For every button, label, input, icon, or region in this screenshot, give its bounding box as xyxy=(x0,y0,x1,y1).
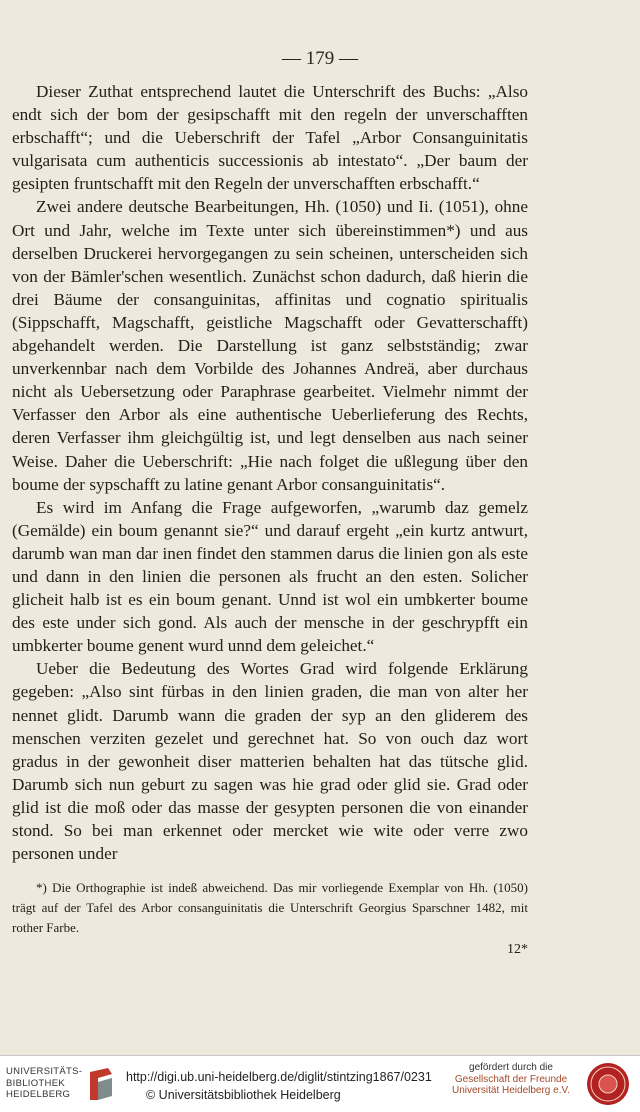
library-name-line: UNIVERSITÄTS- xyxy=(6,1066,83,1077)
signature-mark: 12* xyxy=(507,942,528,957)
body-text xyxy=(12,80,528,865)
footnote: *) Die Orthographie ist indeß abweichend. Das mir vorliegende Exemplar von Hh. (1050) trägt auf der Tafel des Arbor consanguinitatis die Unterschrift Georgius Sparschner 1482, mit rother Farbe. xyxy=(12,880,528,935)
library-name-line: BIBLIOTHEK xyxy=(6,1077,65,1089)
funder-line: Gesellschaft der Freunde xyxy=(454,1073,568,1085)
library-name-line: HEIDELBERG xyxy=(6,1089,71,1100)
paragraph: Es wird im Anfang die Frage aufgeworfen, „warumb daz gemelz (Gemälde) ein boum genannt sie?“ und darauf ergeht „ein kurtz antwurt, darumb wan man dar inen findet den stammen darus die linien gon als este und dann in den linien die personen als frucht an den esten. Solicher glicheit halb ist es ein boum genant. Unnd ist wol ein umbkerter boume des este under sich gond. Als auch der mensche in der geschrypfft ein umbkerter boume genent wurd unnd dem geleichet.“ xyxy=(12,497,528,656)
paragraph: Dieser Zuthat entsprechend lautet die Unterschrift des Buchs: „Also endt sich der bom der gesipschafft mit den regeln der unverschafften erbschafft“; und die Ueberschrift der Tafel „Arbor Consanguinitatis vulgarisata cum authenticis successionis ab intestato“. „Der baum der gesipten fruntschafft mit den Regeln der unverschafften erbschafft.“ xyxy=(12,82,528,194)
library-emblem-icon xyxy=(86,1064,116,1104)
viewer-footer xyxy=(0,1055,640,1112)
funder-credit xyxy=(446,1062,576,1097)
paragraph: Zwei andere deutsche Bearbeitungen, Hh. (1050) und Ii. (1051), ohne Ort und Jahr, welche im Texte unter sich übereinstimmen*) und aus derselben Druckerei hervorgegangen zu sein scheinen, unterscheiden sich von der Bämler'schen wesentlich. Zunächst schon dadurch, daß hierin die drei Bäume der consanguinitas, affinitas und cognatio spiritualis (Sippschafft, Magschafft, geistliche Magschafft oder Gevatterschafft) abgehandelt werden. Die Darstellung ist ganz selbstständig; zwar unverkennbar nach dem Vorbilde des Johannes Andreä, aber durchaus nicht als Uebersetzung oder Paraphrase gearbeitet. Vielmehr nimmt der Verfasser den Arbor als eine authentische Ueberlieferung des Rechts, deren Verfasser ihm gleichgültig ist, und legt denselben aus nach seiner Weise. Daher die Ueberschrift: „Hie nach folget die ußlegung über den boume der sypschafft zu latine genant Arbor consanguinitatis“. xyxy=(12,197,528,494)
copyright-text: © Universitätsbibliothek Heidelberg xyxy=(146,1088,341,1102)
permalink-url[interactable]: http://digi.ub.uni-heidelberg.de/diglit/stintzing1867/0231 xyxy=(126,1070,432,1084)
university-seal-icon xyxy=(586,1062,630,1106)
library-logo-text xyxy=(6,1066,84,1101)
page-number: — 179 — xyxy=(282,48,358,69)
funder-line: gefördert durch die xyxy=(469,1062,553,1073)
funder-line: Universität Heidelberg e.V. xyxy=(451,1085,571,1096)
paragraph: Ueber die Bedeutung des Wortes Grad wird folgende Erklärung gegeben: „Also sint fürbas in den linien graden, die man von alter her nennet glidt. Darumb wann die graden der syp an den gliderem des menschen verziten gezelet und gerechnet hat. So von ouch daz wort gradus in der gewonheit diser matterien behalten hat das tütsche glid. Darumb sich nun geburt zu sagen was hie grad oder glid sie. Grad oder glid ist die moß oder das masse der gesypten personen die von einander stond. So bei man erkennet oder mercket wie wite oder verre zwo personen under xyxy=(12,659,528,864)
